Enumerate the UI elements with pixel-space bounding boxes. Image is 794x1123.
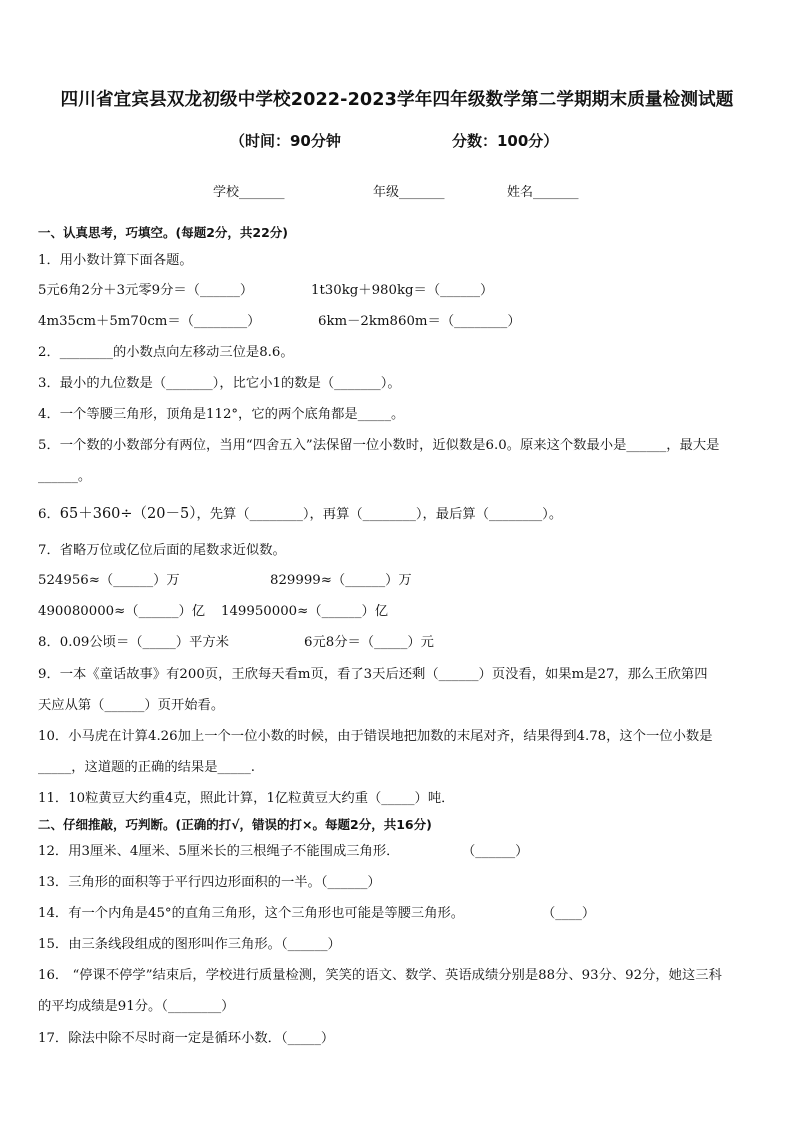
question-4: 4．一个等腰三角形，顶角是112°，它的两个底角都是_____。	[38, 407, 405, 422]
question-1b: 1t30kg＋980kg＝（______）	[311, 283, 494, 298]
question-1d: 6km－2km860m＝（________）	[318, 314, 521, 329]
section-2-heading: 二、仔细推敲，巧判断。(正确的打√，错误的打×。每题2分，共16分)	[38, 817, 432, 832]
question-8a: 8．0.09公顷＝（_____）平方米	[38, 635, 229, 650]
question-17: 17．除法中除不尽时商一定是循环小数．（_____）	[38, 1031, 335, 1046]
question-7b: 829999≈（______）万	[270, 573, 412, 588]
question-6-number: 6．	[38, 507, 60, 522]
question-15: 15．由三条线段组成的图形叫作三角形。（______）	[38, 937, 341, 952]
question-6-expression: 65＋360÷（20－5）	[59, 506, 197, 522]
question-1a: 5元6角2分＋3元零9分＝（______）	[38, 283, 254, 298]
question-5-line-2: ______。	[38, 469, 92, 484]
time-label: （时间：90分钟	[230, 132, 341, 150]
question-3: 3．最小的九位数是（_______），比它小1的数是（_______）。	[38, 376, 401, 391]
question-1: 1．用小数计算下面各题。	[38, 253, 193, 268]
question-10-line-1: 10．小马虎在计算4.26加上一个一位小数的时候，由于错误地把加数的末尾对齐，结果得到4.78，这个一位小数是	[38, 729, 713, 744]
question-6	[38, 505, 562, 524]
question-7c: 490080000≈（______）亿	[38, 604, 206, 619]
question-12-blank: （______）	[462, 844, 529, 859]
question-16-line-2: 的平均成绩是91分。（________）	[38, 999, 235, 1014]
grade-field: 年级_______	[373, 185, 445, 200]
question-12: 12．用3厘米、4厘米、5厘米长的三根绳子不能围成三角形．	[38, 844, 400, 859]
score-label: 分数：100分）	[452, 132, 559, 150]
question-13: 13．三角形的面积等于平行四边形面积的一半。（______）	[38, 875, 381, 890]
question-1c: 4m35cm＋5m70cm＝（________）	[38, 314, 261, 329]
school-field: 学校_______	[213, 185, 285, 200]
question-5-line-1: 5．一个数的小数部分有两位，当用“四舍五入”法保留一位小数时，近似数是6.0。原来这个数最小是______，最大是	[38, 438, 720, 453]
question-9-line-2: 天应从第（______）页开始看。	[38, 698, 225, 713]
question-16-line-1: 16． “停课不停学”结束后，学校进行质量检测，笑笑的语文、数学、英语成绩分别是88分、93分、92分，她这三科	[38, 968, 722, 983]
question-7d: 149950000≈（______）亿	[221, 604, 389, 619]
question-7a: 524956≈（______）万	[38, 573, 180, 588]
question-2: 2．________的小数点向左移动三位是8.6。	[38, 345, 294, 360]
question-14: 14．有一个内角是45°的直角三角形，这个三角形也可能是等腰三角形。	[38, 906, 465, 921]
section-1-heading: 一、认真思考，巧填空。(每题2分，共22分)	[38, 225, 289, 240]
question-8b: 6元8分＝（_____）元	[304, 635, 434, 650]
question-10-line-2: _____，这道题的正确的结果是_____.	[38, 760, 255, 775]
question-11: 11．10粒黄豆大约重4克，照此计算，1亿粒黄豆大约重（_____）吨．	[38, 791, 455, 806]
exam-title: 四川省宜宾县双龙初级中学校2022-2023学年四年级数学第二学期期末质量检测试题	[60, 90, 734, 110]
question-7: 7．省略万位或亿位后面的尾数求近似数。	[38, 543, 286, 558]
question-9-line-1: 9．一本《童话故事》有200页，王欣每天看m页，看了3天后还剩（______）页没看，如果m是27，那么王欣第四	[38, 667, 708, 682]
name-field: 姓名_______	[507, 185, 579, 200]
question-6-text: ，先算（________），再算（________），最后算（________）。	[196, 507, 563, 522]
question-14-blank: （____）	[542, 906, 596, 921]
